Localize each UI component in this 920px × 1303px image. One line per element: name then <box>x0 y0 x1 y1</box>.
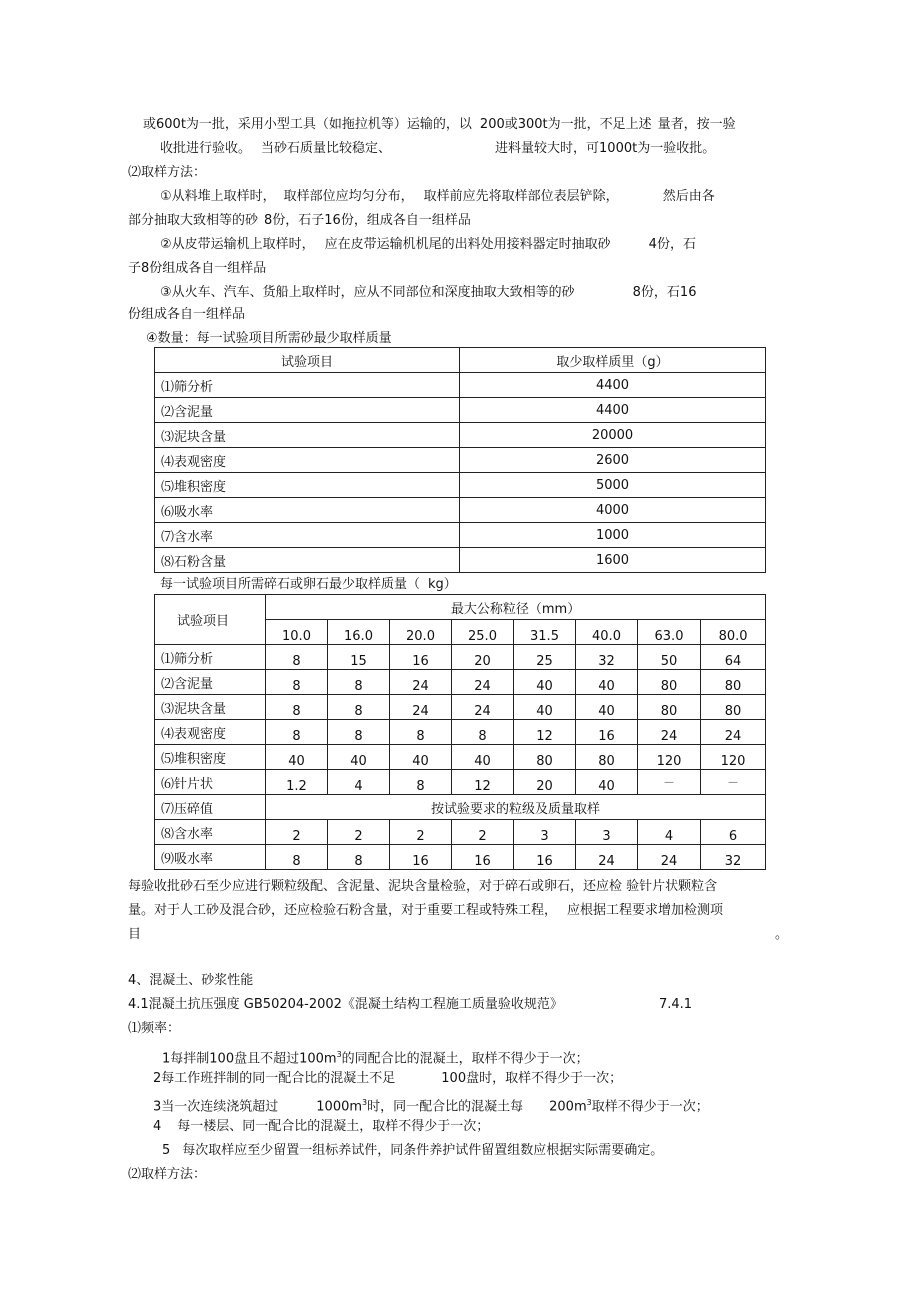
item-cell: ⑻含水率 <box>155 820 266 845</box>
value-cell: 25 <box>514 645 576 670</box>
crush-row <box>155 795 766 820</box>
text: 应在皮带运输机机尾的出料处用接料器定时抽取砂 <box>324 237 611 252</box>
value-cell: 80 <box>701 670 766 695</box>
value-cell: 40 <box>390 745 452 770</box>
value-cell: 24 <box>638 720 701 745</box>
value-cell: 8 <box>266 645 328 670</box>
item-cell: ⑹吸水率 <box>155 498 460 523</box>
size-cell: 16.0 <box>328 620 390 645</box>
text: kg） <box>428 577 457 592</box>
text: ②从皮带运输机上取样时， <box>160 237 315 252</box>
value-cell: 16 <box>390 645 452 670</box>
table-row <box>155 373 766 398</box>
text: 的同配合比的混凝土，取样不得少于一次； <box>341 1051 589 1067</box>
value-cell: — <box>638 770 701 795</box>
table-header-row <box>155 348 766 373</box>
text: ①从料堆上取样时， <box>160 189 276 204</box>
text: 或600t为一批，采用小型工具（如拖拉机等）运输的，以 <box>143 117 472 132</box>
item-cell: ⑺压碎值 <box>155 795 266 820</box>
para1-line2 <box>160 140 715 158</box>
size-cell: 80.0 <box>701 620 766 645</box>
text: 收批进行验收。 <box>160 141 252 156</box>
value-cell: 80 <box>576 745 638 770</box>
table-row <box>155 423 766 448</box>
table-row <box>155 398 766 423</box>
text: 部分抽取大致相等的砂 <box>128 213 259 228</box>
value-cell: 1600 <box>460 548 766 573</box>
value-cell: 16 <box>452 845 514 870</box>
item-cell: ⑼吸水率 <box>155 845 266 870</box>
value-cell: 8 <box>328 695 390 720</box>
value-cell: 4 <box>638 820 701 845</box>
value-cell: 12 <box>452 770 514 795</box>
value-cell: 8 <box>328 845 390 870</box>
value-cell: 5000 <box>460 473 766 498</box>
para2-line1: 每验收批砂石至少应进行颗粒级配、含泥量、泥块含量检验，对于碎石或卵石，还应检 验针片状颗粒含 <box>128 879 718 894</box>
freq-item-2 <box>153 1070 622 1088</box>
text: 量者，按一验 <box>657 117 736 132</box>
value-cell: 40 <box>452 745 514 770</box>
sand-sampling-table <box>154 347 766 573</box>
table-row <box>155 670 766 695</box>
value-cell: 2600 <box>460 448 766 473</box>
value-cell: 8 <box>390 770 452 795</box>
table-row <box>155 820 766 845</box>
size-cell: 40.0 <box>576 620 638 645</box>
freq-title: ⑴频率： <box>128 1021 181 1036</box>
text: 然后由各 <box>662 189 715 204</box>
value-cell: 80 <box>638 695 701 720</box>
item-cell: ⑹针片状 <box>155 770 266 795</box>
superscript: 3 <box>336 1050 342 1059</box>
value-cell: 40 <box>576 670 638 695</box>
text: 每一楼层、同一配合比的混凝土，取样不得少于一次； <box>177 1119 490 1134</box>
sampling-title-2: ⑵取样方法： <box>128 1167 207 1182</box>
value-cell: 4 <box>328 770 390 795</box>
text: 8份，石16 <box>632 285 697 300</box>
value-cell: 64 <box>701 645 766 670</box>
value-cell: 32 <box>701 845 766 870</box>
value-cell: 24 <box>390 670 452 695</box>
freq-item-4 <box>153 1118 489 1136</box>
text: 取样部位应均匀分布， <box>283 189 414 204</box>
para2-line3 <box>128 926 788 944</box>
size-cell: 25.0 <box>452 620 514 645</box>
value-cell: 20 <box>452 645 514 670</box>
item-cell: ⑸堆积密度 <box>155 745 266 770</box>
text: 应根据工程要求增加检测项 <box>567 903 724 918</box>
quantity-title: ④数量：每一试验项目所需砂最少取样质量 <box>146 331 392 346</box>
item-cell: ⑴筛分析 <box>155 373 460 398</box>
value-cell: 8 <box>266 670 328 695</box>
text: 7.4.1 <box>658 997 693 1012</box>
text: 4 <box>153 1119 162 1134</box>
item-cell: ⑺含水率 <box>155 523 460 548</box>
text: 4份，石 <box>648 237 696 252</box>
text: 每一试验项目所需碎石或卵石最少取样质量（ <box>160 577 421 592</box>
value-cell: 16 <box>514 845 576 870</box>
value-cell: 24 <box>452 695 514 720</box>
value-cell: 120 <box>638 745 701 770</box>
item-header: 试验项目 <box>155 595 266 645</box>
value-cell: 120 <box>701 745 766 770</box>
freq-item-5 <box>162 1142 663 1160</box>
item-cell: ⑷表观密度 <box>155 720 266 745</box>
value-cell: 6 <box>701 820 766 845</box>
text: 目 <box>128 927 142 942</box>
table-row <box>155 645 766 670</box>
value-cell: 8 <box>328 670 390 695</box>
value-cell: 24 <box>701 720 766 745</box>
value-cell: 3 <box>514 820 576 845</box>
text: 3当一次连续浇筑超过 <box>153 1099 279 1115</box>
text: 每次取样应至少留置一组标养试件，同条件养护试件留置组数应根据实际需要确定。 <box>182 1143 664 1158</box>
header-cell: 试验项目 <box>155 348 460 373</box>
size-cell: 10.0 <box>266 620 328 645</box>
section-4-1 <box>128 996 692 1014</box>
text: 取样前应先将取样部位表层铲除， <box>423 189 619 204</box>
value-cell: 40 <box>514 695 576 720</box>
value-cell: 40 <box>576 770 638 795</box>
value-cell: 2 <box>328 820 390 845</box>
text: 1每拌制100盘且不超过100m <box>162 1051 337 1067</box>
table-row <box>155 770 766 795</box>
size-header: 最大公称粒径（mm） <box>266 595 766 620</box>
text: 4.1混凝土抗压强度 GB50204-2002《混凝土结构工程施工质量验收规范》 <box>128 997 563 1012</box>
value-cell: 8 <box>452 720 514 745</box>
value-cell: — <box>701 770 766 795</box>
value-cell: 1000 <box>460 523 766 548</box>
value-cell: 24 <box>576 845 638 870</box>
table-row <box>155 845 766 870</box>
value-cell: 24 <box>638 845 701 870</box>
text: 2每工作班拌制的同一配合比的混凝土不足 <box>153 1071 396 1086</box>
value-cell: 4400 <box>460 373 766 398</box>
item-cell: ⑸堆积密度 <box>155 473 460 498</box>
value-cell: 40 <box>576 695 638 720</box>
item-cell: ⑴筛分析 <box>155 645 266 670</box>
method2-line1 <box>160 236 696 254</box>
table-row <box>155 695 766 720</box>
text: 量。对于人工砂及混合砂，还应检验石粉含量，对于重要工程或特殊工程， <box>128 903 558 918</box>
item-cell: ⑶泥块含量 <box>155 695 266 720</box>
value-cell: 1.2 <box>266 770 328 795</box>
value-cell: 80 <box>638 670 701 695</box>
value-cell: 32 <box>576 645 638 670</box>
stone-sampling-table <box>154 594 766 870</box>
superscript: 3 <box>362 1098 368 1107</box>
item-cell: ⑵含泥量 <box>155 398 460 423</box>
method3-line1 <box>160 284 696 302</box>
text: 。 <box>774 927 788 942</box>
value-cell: 80 <box>701 695 766 720</box>
size-cell: 20.0 <box>390 620 452 645</box>
value-cell: 16 <box>576 720 638 745</box>
value-cell: 20000 <box>460 423 766 448</box>
value-cell: 2 <box>452 820 514 845</box>
value-cell: 15 <box>328 645 390 670</box>
text: 取样不得少于一次； <box>591 1099 709 1115</box>
table-header-row <box>155 595 766 620</box>
table-row <box>155 720 766 745</box>
method2-line2: 子8份组成各自一组样品 <box>128 261 267 276</box>
item-cell: ⑵含泥量 <box>155 670 266 695</box>
text: 1000m <box>316 1099 363 1115</box>
freq-item-3 <box>153 1094 709 1116</box>
text: 200或300t为一批，不足上述 <box>479 117 652 132</box>
item-cell: ⑶泥块含量 <box>155 423 460 448</box>
value-cell: 4400 <box>460 398 766 423</box>
superscript: 3 <box>586 1098 592 1107</box>
value-cell: 8 <box>266 845 328 870</box>
text: 200m <box>549 1099 587 1115</box>
para2-line2 <box>128 902 723 920</box>
size-cell: 31.5 <box>514 620 576 645</box>
sampling-title: ⑵取样方法： <box>128 165 207 180</box>
item-cell: ⑷表观密度 <box>155 448 460 473</box>
value-cell: 40 <box>328 745 390 770</box>
table-row <box>155 745 766 770</box>
value-cell: 16 <box>390 845 452 870</box>
value-cell: 80 <box>514 745 576 770</box>
table-row <box>155 498 766 523</box>
value-cell: 4000 <box>460 498 766 523</box>
para1-line1 <box>143 116 736 134</box>
value-cell: 3 <box>576 820 638 845</box>
section-4-heading: 4、混凝土、砂浆性能 <box>128 973 254 988</box>
text: 5 <box>162 1143 171 1158</box>
table-row <box>155 473 766 498</box>
item-cell: ⑻石粉含量 <box>155 548 460 573</box>
value-cell: 24 <box>452 670 514 695</box>
value-cell: 50 <box>638 645 701 670</box>
header-cell: 取少取样质里（g） <box>460 348 766 373</box>
value-cell: 20 <box>514 770 576 795</box>
text: 时，同一配合比的混凝土每 <box>367 1099 524 1115</box>
value-cell: 8 <box>266 720 328 745</box>
text: 进料量较大时，可1000t为一验收批。 <box>495 141 716 156</box>
value-cell: 2 <box>390 820 452 845</box>
value-cell: 8 <box>390 720 452 745</box>
text: 当砂石质量比较稳定、 <box>261 141 392 156</box>
size-cell: 63.0 <box>638 620 701 645</box>
table-row <box>155 523 766 548</box>
crush-note: 按试验要求的粒级及质量取样 <box>266 795 766 820</box>
text: ③从火车、汽车、货船上取样时，应从不同部位和深度抽取大致相等的砂 <box>160 285 575 300</box>
value-cell: 2 <box>266 820 328 845</box>
value-cell: 40 <box>266 745 328 770</box>
value-cell: 8 <box>266 695 328 720</box>
method1-line2 <box>128 212 471 230</box>
table-row <box>155 448 766 473</box>
value-cell: 24 <box>390 695 452 720</box>
text: 8份，石子16份，组成各自一组样品 <box>264 213 471 228</box>
value-cell: 8 <box>328 720 390 745</box>
stone-caption <box>160 576 457 594</box>
freq-item-1 <box>162 1046 589 1068</box>
method3-line2: 份组成各自一组样品 <box>128 307 246 322</box>
method1-line1 <box>160 188 715 206</box>
value-cell: 40 <box>514 670 576 695</box>
value-cell: 12 <box>514 720 576 745</box>
text: 100盘时，取样不得少于一次； <box>441 1071 623 1086</box>
table-row <box>155 548 766 573</box>
